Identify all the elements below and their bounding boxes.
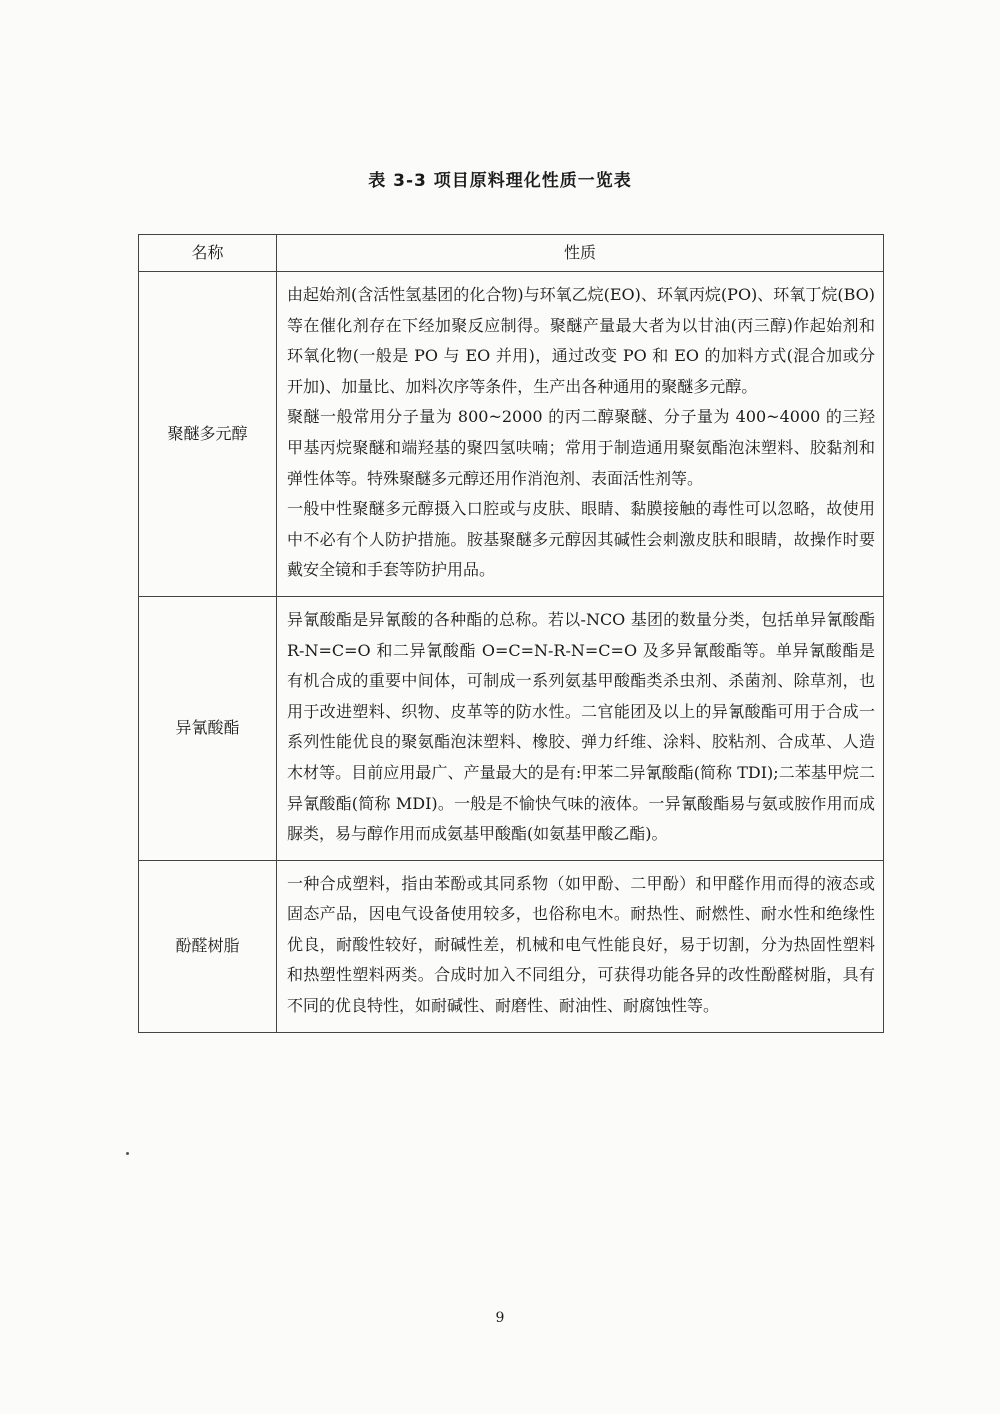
table-title: 表 3-3 项目原料理化性质一览表 [368, 171, 632, 191]
property-paragraph: 由起始剂(含活性氢基团的化合物)与环氧乙烷(EO)、环氧丙烷(PO)、环氧丁烷(BO)等在催化剂存在下经加聚反应制得。聚醚产量最大者为以甘油(丙三醇)作起始剂和环氧化物(一般是 PO 与 EO 并用)，通过改变 PO 和 EO 的加料方式(混合加或分开加)、加量比、加料次序等条件，生产出各种通用的聚醚多元醇。 [287, 285, 875, 396]
material-name: 聚醚多元醇 [139, 272, 277, 597]
property-paragraph: 聚醚一般常用分子量为 800~2000 的丙二醇聚醚、分子量为 400~4000 的三羟甲基丙烷聚醚和端羟基的聚四氢呋喃；常用于制造通用聚氨酯泡沫塑料、胶黏剂和弹性体等。特殊聚醚多元醇还用作消泡剂、表面活性剂等。 [287, 407, 875, 488]
material-name: 酚醛树脂 [139, 860, 277, 1032]
table-header-row [139, 235, 884, 272]
table-row [139, 272, 884, 597]
header-name: 名称 [139, 235, 277, 272]
material-properties [277, 272, 884, 597]
table-row [139, 860, 884, 1032]
header-property: 性质 [277, 235, 884, 272]
property-paragraph: 一种合成塑料，指由苯酚或其同系物（如甲酚、二甲酚）和甲醛作用而得的液态或固态产品，因电气设备使用较多，也俗称电木。耐热性、耐燃性、耐水性和绝缘性优良，耐酸性较好，耐碱性差，机械和电气性能良好，易于切割，分为热固性塑料和热塑性塑料两类。合成时加入不同组分，可获得功能各异的改性酚醛树脂，具有不同的优良特性，如耐碱性、耐磨性、耐油性、耐腐蚀性等。 [287, 873, 875, 1016]
properties-table [138, 234, 884, 1033]
material-properties [277, 860, 884, 1032]
material-properties [277, 596, 884, 860]
property-paragraph: 异氰酸酯是异氰酸的各种酯的总称。若以-NCO 基团的数量分类，包括单异氰酸酯 R-N=C=O 和二异氰酸酯 O=C=N-R-N=C=O 及多异氰酸酯等。单异氰酸酯是有机合成的重要中间体，可制成一系列氨基甲酸酯类杀虫剂、杀菌剂、除草剂，也用于改进塑料、织物、皮革等的防水性。二官能团及以上的异氰酸酯可用于合成一系列性能优良的聚氨酯泡沫塑料、橡胶、弹力纤维、涂料、胶粘剂、合成革、人造木材等。目前应用最广、产量最大的是有:甲苯二异氰酸酯(简称 TDI);二苯基甲烷二异氰酸酯(简称 MDI)。一般是不愉快气味的液体。一异氰酸酯易与氨或胺作用而成脲类，易与醇作用而成氨基甲酸酯(如氨基甲酸乙酯)。 [287, 609, 875, 844]
material-name: 异氰酸酯 [139, 596, 277, 860]
property-paragraph: 一般中性聚醚多元醇摄入口腔或与皮肤、眼睛、黏膜接触的毒性可以忽略，故使用中不必有个人防护措施。胺基聚醚多元醇因其碱性会刺激皮肤和眼睛，故操作时要戴安全镜和手套等防护用品。 [287, 499, 875, 580]
page-number: 9 [495, 1310, 505, 1326]
scan-speck [126, 1152, 129, 1155]
table-row [139, 596, 884, 860]
